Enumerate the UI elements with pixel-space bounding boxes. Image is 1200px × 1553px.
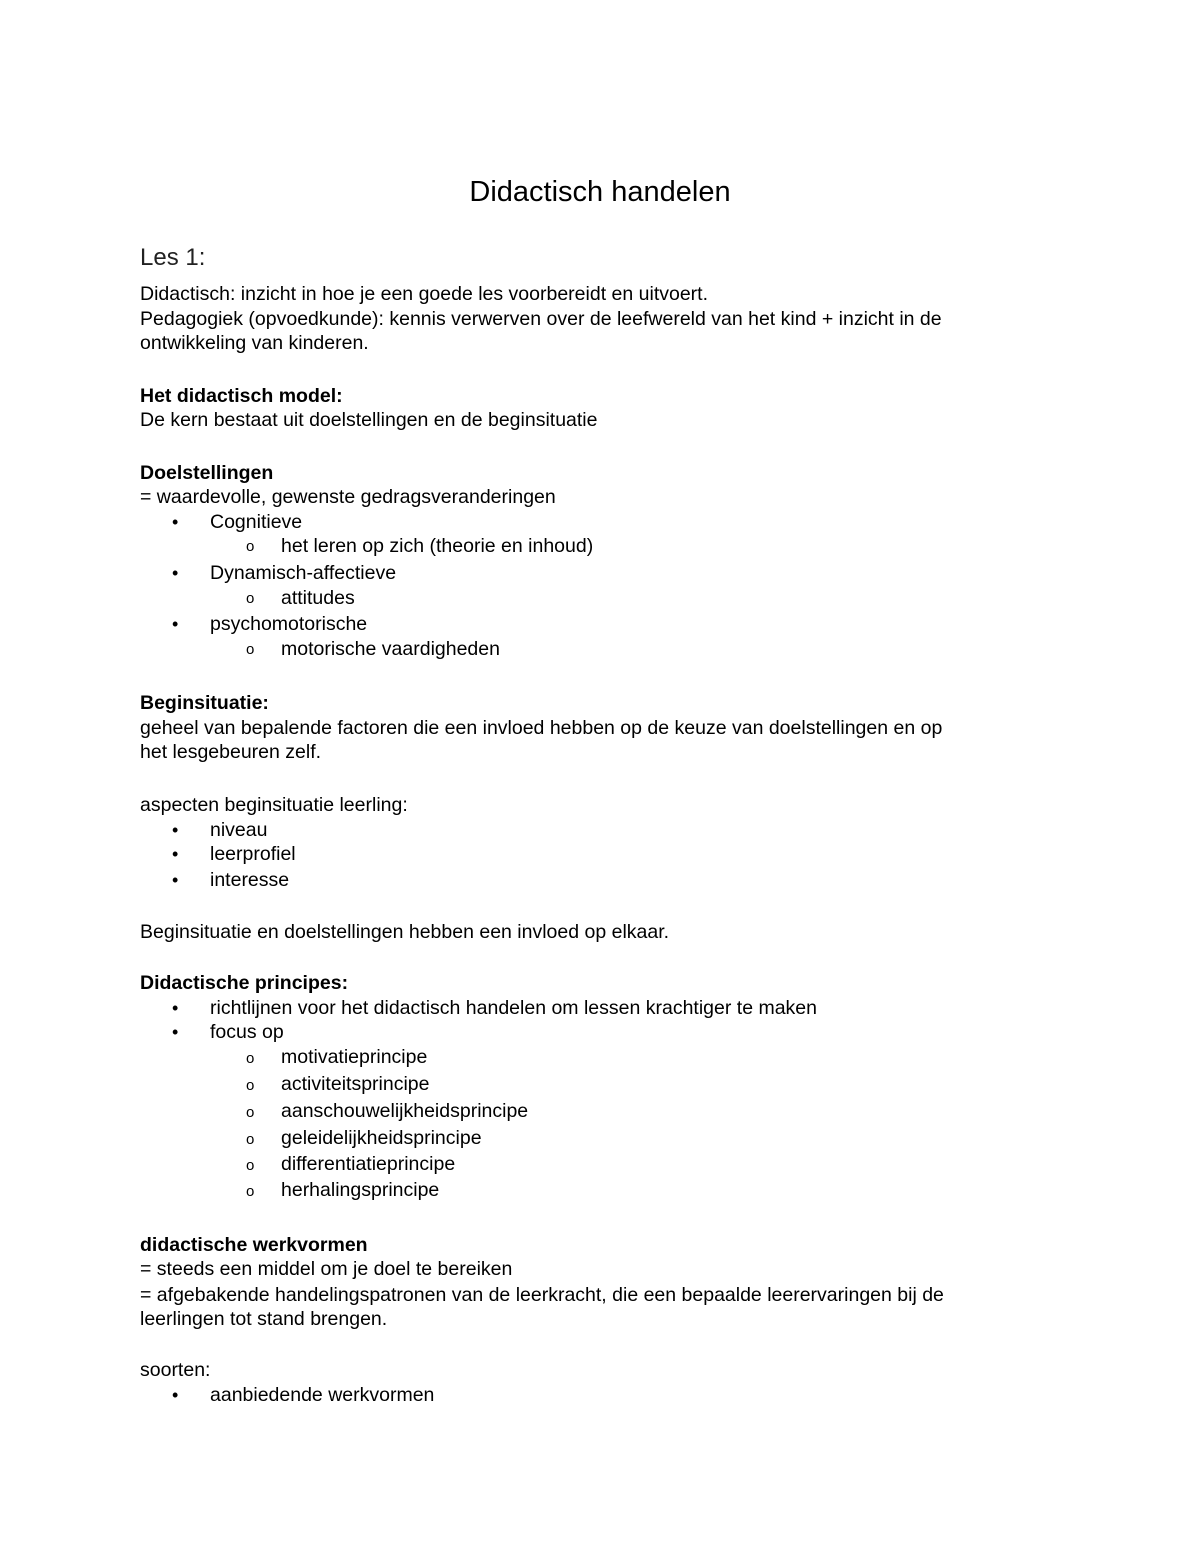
bullet-icon: • — [172, 820, 179, 840]
sub-list-item: attitudes — [281, 587, 355, 609]
werkvormen-heading: didactische werkvormen — [140, 1234, 368, 1256]
sub-bullet-icon: o — [246, 641, 255, 658]
doelstellingen-heading: Doelstellingen — [140, 462, 274, 484]
list-item: aanbiedende werkvormen — [210, 1384, 435, 1406]
sub-bullet-icon: o — [246, 1050, 255, 1067]
sub-bullet-icon: o — [246, 590, 255, 607]
sub-bullet-icon: o — [246, 1104, 255, 1121]
bullet-icon: • — [172, 512, 179, 532]
sub-list-item: aanschouwelijkheidsprincipe — [281, 1100, 529, 1122]
werkvormen-text: = steeds een middel om je doel te bereiken — [140, 1258, 513, 1280]
list-item: psychomotorische — [210, 613, 368, 635]
list-item: niveau — [210, 819, 268, 841]
sub-list-item: herhalingsprincipe — [281, 1179, 440, 1201]
bullet-icon: • — [172, 844, 179, 864]
beginsituatie-text: het lesgebeuren zelf. — [140, 741, 322, 763]
werkvormen-text: leerlingen tot stand brengen. — [140, 1308, 388, 1330]
list-item: Dynamisch-affectieve — [210, 562, 397, 584]
list-item: richtlijnen voor het didactisch handelen om lessen krachtiger te maken — [210, 997, 817, 1019]
soorten-label: soorten: — [140, 1359, 211, 1381]
list-item: leerprofiel — [210, 843, 296, 865]
sub-list-item: geleidelijkheidsprincipe — [281, 1127, 482, 1149]
principes-heading: Didactische principes: — [140, 972, 349, 994]
sub-list-item: differentiatieprincipe — [281, 1153, 456, 1175]
sub-bullet-icon: o — [246, 1183, 255, 1200]
model-heading: Het didactisch model: — [140, 385, 343, 407]
bullet-icon: • — [172, 563, 179, 583]
aspects-intro: aspecten beginsituatie leerling: — [140, 794, 408, 816]
beginsituatie-heading: Beginsituatie: — [140, 692, 269, 714]
list-item: interesse — [210, 869, 290, 891]
bullet-icon: • — [172, 870, 179, 890]
model-text: De kern bestaat uit doelstellingen en de beginsituatie — [140, 409, 598, 431]
sub-list-item: het leren op zich (theorie en inhoud) — [281, 535, 594, 557]
werkvormen-text: = afgebakende handelingspatronen van de leerkracht, die een bepaalde leerervaringen bij de — [140, 1284, 944, 1306]
document-title: Didactisch handelen — [469, 176, 731, 208]
doelstellingen-text: = waardevolle, gewenste gedragsveranderingen — [140, 486, 556, 508]
sub-list-item: activiteitsprincipe — [281, 1073, 430, 1095]
beginsituatie-text: geheel van bepalende factoren die een invloed hebben op de keuze van doelstellingen en op — [140, 717, 943, 739]
intro-line: Didactisch: inzicht in hoe je een goede les voorbereidt en uitvoert. — [140, 283, 709, 305]
sub-bullet-icon: o — [246, 1131, 255, 1148]
sub-list-item: motivatieprincipe — [281, 1046, 428, 1068]
bullet-icon: • — [172, 1385, 179, 1405]
beginsituatie-conclusion: Beginsituatie en doelstellingen hebben een invloed op elkaar. — [140, 921, 670, 943]
sub-list-item: motorische vaardigheden — [281, 638, 500, 660]
bullet-icon: • — [172, 998, 179, 1018]
intro-line: Pedagogiek (opvoedkunde): kennis verwerven over de leefwereld van het kind + inzicht in de — [140, 308, 942, 330]
list-item: focus op — [210, 1021, 284, 1043]
sub-bullet-icon: o — [246, 1157, 255, 1174]
intro-line: ontwikkeling van kinderen. — [140, 332, 369, 354]
bullet-icon: • — [172, 1022, 179, 1042]
sub-bullet-icon: o — [246, 538, 255, 555]
lesson-heading: Les 1: — [140, 244, 206, 271]
list-item: Cognitieve — [210, 511, 303, 533]
bullet-icon: • — [172, 614, 179, 634]
sub-bullet-icon: o — [246, 1077, 255, 1094]
